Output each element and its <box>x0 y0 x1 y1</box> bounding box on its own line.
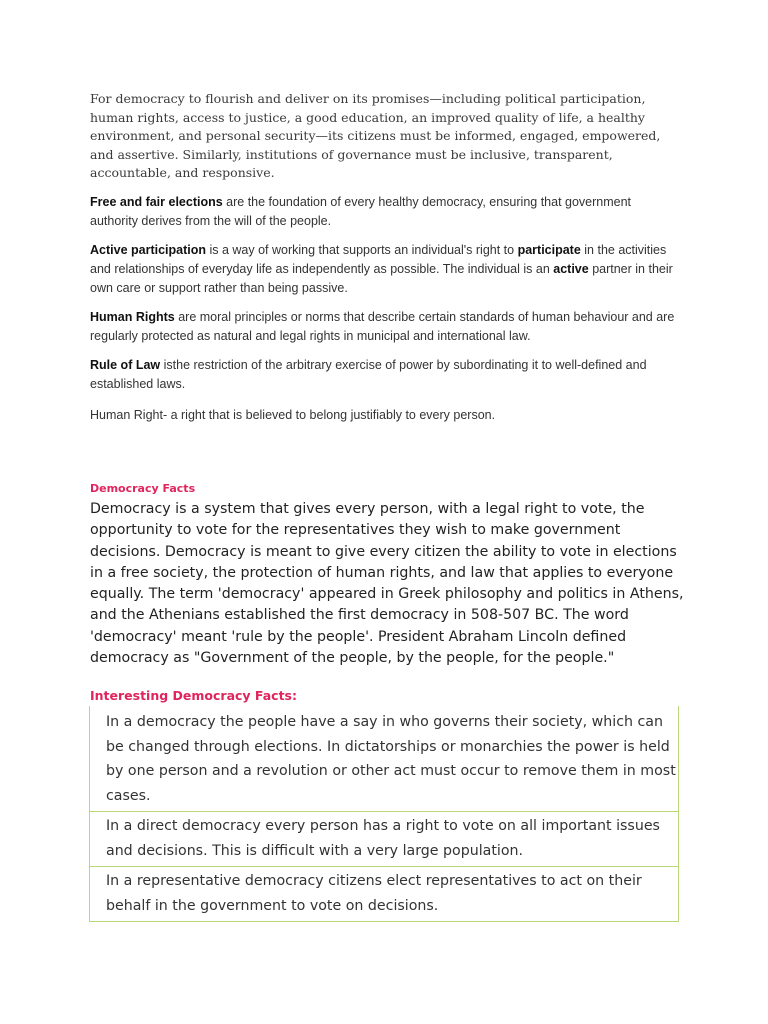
definition-active-participation <box>90 241 680 298</box>
definition-text: isthe restriction of the arbitrary exercise of power by subordinating it to well-defined and established laws. <box>90 357 647 391</box>
definition-free-fair-elections <box>90 193 680 231</box>
fact-row: In a direct democracy every person has a right to vote on all important issues and decisions. This is difficult with a very large population. <box>90 811 678 866</box>
interesting-facts-table <box>89 706 679 922</box>
interesting-facts-heading: Interesting Democracy Facts: <box>90 688 297 703</box>
fact-row: In a representative democracy citizens elect representatives to act on their behalf in the government to vote on decisions. <box>90 866 678 921</box>
definition-text: in the activities and relationships of everyday life as independently as possible. The individual is an <box>90 242 667 276</box>
fact-row: In a democracy the people have a say in who governs their society, which can be changed through elections. In dictatorships or monarchies the power is held by one person and a revolution or other act must occur to remove them in most cases. <box>106 714 676 804</box>
term-participate: participate <box>517 242 581 257</box>
term-active-participation: Active participation <box>90 242 206 257</box>
definition-text: are the foundation of every healthy democracy, ensuring that government authority derives from the will of the people. <box>90 194 632 228</box>
term-active: active <box>553 261 589 276</box>
democracy-facts-heading: Democracy Facts <box>90 482 196 495</box>
definition-text: partner in their own care or support rather than being passive. <box>90 261 673 295</box>
intro-paragraph: For democracy to flourish and deliver on its promises—including political participation, human rights, access to justice, a good education, an improved quality of life, a healthy environment, and personal security—its citizens must be informed, engaged, empowered, and assertive. Similarly, institutions of governance must be inclusive, transparent, accountable, and responsive. <box>90 91 661 180</box>
term-human-rights: Human Rights <box>90 309 175 324</box>
definition-rule-of-law <box>90 356 680 394</box>
definition-text: are moral principles or norms that describe certain standards of human behaviour and are regularly protected as natural and legal rights in municipal and international law. <box>90 309 675 343</box>
democracy-facts-body: Democracy is a system that gives every person, with a legal right to vote, the opportunity to vote for the representatives they wish to make government decisions. Democracy is meant to give every citizen the ability to vote in elections in a free society, the protection of human rights, and law that applies to everyone equally. The term 'democracy' appeared in Greek philosophy and politics in Athens, and the Athenians established the first democracy in 508-507 BC. The word 'democracy' meant 'rule by the people'. President Abraham Lincoln defined democracy as "Government of the people, by the people, for the people." <box>90 501 684 667</box>
term-rule-of-law: Rule of Law <box>90 357 161 372</box>
term-free-fair-elections: Free and fair elections <box>90 194 223 209</box>
definition-human-right: Human Right- a right that is believed to belong justifiably to every person. <box>90 407 496 422</box>
document-page <box>90 90 680 425</box>
definition-text: is a way of working that supports an individual's right to <box>206 242 518 257</box>
definition-human-rights <box>90 308 680 346</box>
